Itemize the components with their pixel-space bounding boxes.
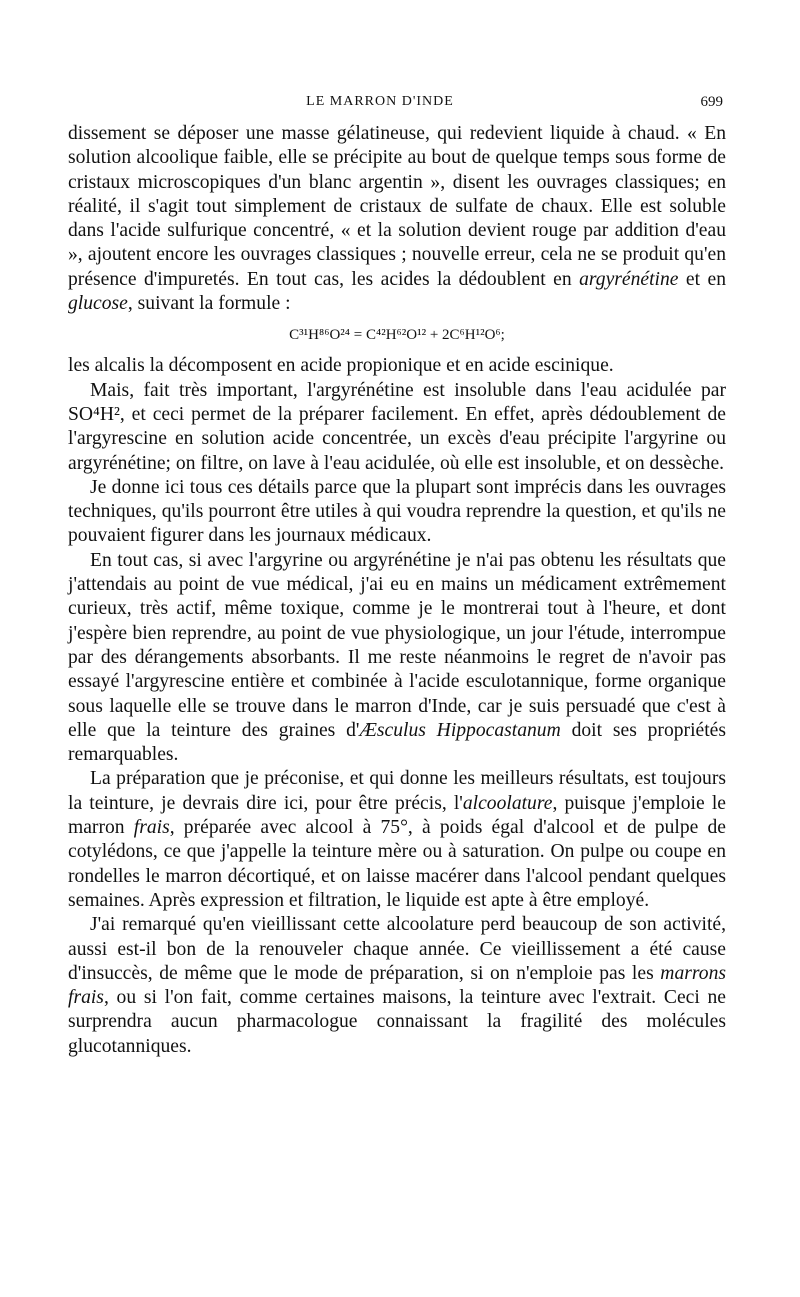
paragraph-text: , préparée avec alcool à 75°, à poids égal d'alcool et de pulpe de cotylédons, ce que j'appelle la teinture mère ou à saturation. On pulpe ou coupe en rondelles le marron décortiqué, et on laisse macérer dans l'alcool pendant quelques semaines. Après expression et filtration, le liquide est apte à être employé. xyxy=(68,817,726,911)
page-header xyxy=(0,92,800,114)
italic-term: Æsculus Hippocastanum xyxy=(359,719,561,741)
italic-term: argyrénétine xyxy=(579,268,679,290)
paragraph-3: Mais, fait très important, l'argyrénétine est insoluble dans l'eau acidulée par SO⁴H², et ceci permet de la préparer facilement. En effet, après dédoublement de l'argyrescine en solution acide concentrée, un excès d'eau précipite l'argyrine ou argyrénétine; on filtre, on lave à l'eau acidulée, où elle est insoluble, et on dessèche. xyxy=(68,379,726,474)
paragraph-5 xyxy=(68,549,726,768)
paragraph-text: J'ai remarqué qu'en vieillissant cette alcoolature perd beaucoup de son activité, aussi est-il bon de la renouveler chaque année. Ce vieillissement a été cause d'insuccès, de même que le mode de préparation, si on n'emploie pas les xyxy=(68,914,726,984)
italic-term: alcoolature xyxy=(462,792,553,814)
paragraph-text: doit ses propriétés remarquables. xyxy=(68,719,726,766)
running-title: LE MARRON D'INDE xyxy=(306,94,454,109)
italic-term: frais xyxy=(133,817,170,839)
paragraph-text: En tout cas, si avec l'argyrine ou argyrénétine je n'ai pas obtenu les résultats que j'attendais au point de vue médical, j'ai eu en mains un médicament extrêmement curieux, très actif, même toxique, comme je le montrerai tout à l'heure, et dont j'espère bien reprendre, au point de vue physiologique, un jour l'étude, interrompue par des dérangements absorbants. Il me reste néanmoins le regret de n'avoir pas essayé l'argyrescine entière et combinée à l'acide esculotannique, forme organique sous laquelle elle se trouve dans le marron d'Inde, car je suis persuadé que c'est à elle que la teinture des graines d' xyxy=(68,549,726,741)
paragraph-4: Je donne ici tous ces détails parce que la plupart sont imprécis dans les ouvrages techniques, qu'ils pourront être utiles à qui voudra reprendre la question, et qu'ils ne pouvaient figurer dans les journaux médicaux. xyxy=(68,476,726,547)
paragraph-text: dissement se déposer une masse gélatineuse, qui redevient liquide à chaud. « En solution alcoolique faible, elle se précipite au bout de quelque temps sous forme de cristaux microscopiques d'un blanc argentin », disent les ouvrages classiques; en réalité, il s'agit tout simplement de cristaux de sulfate de chaux. Elle est soluble dans l'acide sulfurique concentré, « et la solution devient rouge par addition d'eau », ajoutent encore les ouvrages classiques ; nouvelle erreur, cela ne se produit qu'en présence d'impuretés. En tout cas, les acides la dédoublent en xyxy=(68,123,726,290)
paragraph-text: La préparation que je préconise, et qui donne les meilleurs résultats, est toujours la teinture, je devrais dire ici, pour être précis, l' xyxy=(68,768,726,814)
paragraph-6 xyxy=(68,767,726,913)
paragraph-7 xyxy=(68,913,726,1059)
paragraph-text: , ou si l'on fait, comme certaines maisons, la teinture avec l'extrait. Ceci ne surprendra aucun pharmacologue connaissant la fragilité des molécules glucotanniques. xyxy=(68,987,726,1057)
paragraph-2: les alcalis la décomposent en acide propionique et en acide escinique. xyxy=(68,355,614,377)
page-number: 699 xyxy=(700,94,723,110)
paragraph-text: et en xyxy=(678,268,726,290)
chemical-formula: C³¹H⁸⁶O²⁴ = C⁴²H⁶²O¹² + 2C⁶H¹²O⁶; xyxy=(289,327,505,344)
paragraph-text: , suivant la formule : xyxy=(127,293,291,315)
italic-term: marrons frais xyxy=(68,962,726,1009)
paragraph-text: , puisque j'emploie le marron xyxy=(68,792,726,839)
italic-term: glucose xyxy=(68,293,128,315)
body-text xyxy=(68,122,726,1059)
paragraph-1 xyxy=(68,122,726,316)
